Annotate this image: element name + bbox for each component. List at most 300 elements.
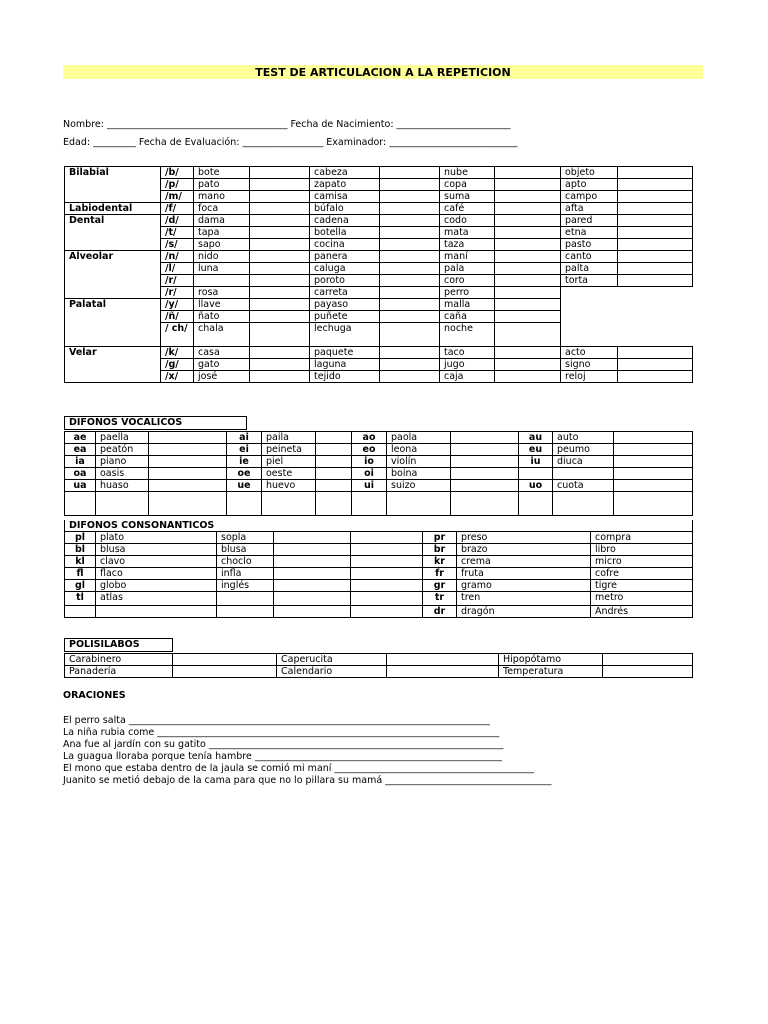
word-cell: cabeza — [310, 167, 380, 179]
response-cell[interactable] — [274, 580, 351, 592]
word-cell: blusa — [217, 544, 274, 556]
response-cell[interactable] — [250, 275, 310, 287]
diphthong-code: iu — [519, 456, 553, 468]
word-cell: suma — [440, 191, 495, 203]
response-cell[interactable] — [495, 359, 561, 371]
response-cell[interactable] — [495, 323, 561, 347]
cluster-code: br — [423, 544, 457, 556]
response-cell[interactable] — [618, 251, 693, 263]
table-row — [65, 167, 693, 179]
word-cell: plato — [96, 532, 217, 544]
word-cell: paella — [96, 432, 149, 444]
word-cell: clavo — [96, 556, 217, 568]
word-cell: carreta — [310, 287, 380, 299]
response-cell[interactable] — [618, 239, 693, 251]
word-cell: ñato — [194, 311, 250, 323]
empty-cell — [561, 287, 693, 299]
response-cell[interactable] — [495, 251, 561, 263]
word-cell: Temperatura — [499, 666, 603, 678]
word-cell: inglés — [217, 580, 274, 592]
response-cell[interactable] — [274, 544, 351, 556]
word-cell: caluga — [310, 263, 380, 275]
response-cell[interactable] — [618, 263, 693, 275]
word-cell: pared — [561, 215, 618, 227]
word-cell: peatón — [96, 444, 149, 456]
word-cell: palta — [561, 263, 618, 275]
response-cell[interactable] — [495, 191, 561, 203]
word-cell: gato — [194, 359, 250, 371]
word-cell: gramo — [457, 580, 591, 592]
response-cell[interactable] — [149, 480, 227, 492]
cluster-code: dr — [423, 606, 457, 618]
blank-cell[interactable] — [519, 492, 553, 516]
table-row — [65, 444, 693, 456]
word-cell: suizo — [387, 480, 451, 492]
response-cell[interactable] — [380, 371, 440, 383]
response-cell[interactable] — [351, 606, 423, 618]
word-cell: pala — [440, 263, 495, 275]
phoneme-symbol: /l/ — [161, 263, 194, 275]
blank-cell[interactable] — [614, 492, 693, 516]
phoneme-symbol: /k/ — [161, 347, 194, 359]
response-cell[interactable] — [274, 592, 351, 606]
response-cell[interactable] — [250, 359, 310, 371]
word-cell: piel — [262, 456, 316, 468]
response-cell[interactable] — [603, 666, 693, 678]
cluster-code — [65, 606, 96, 618]
word-cell: pato — [194, 179, 250, 191]
word-cell: crema — [457, 556, 591, 568]
cluster-code: kl — [65, 556, 96, 568]
response-cell[interactable] — [351, 544, 423, 556]
table-row — [65, 666, 693, 678]
response-cell[interactable] — [316, 480, 352, 492]
table-row — [65, 568, 693, 580]
cluster-code: fl — [65, 568, 96, 580]
word-cell: brazo — [457, 544, 591, 556]
response-cell[interactable] — [380, 275, 440, 287]
response-cell[interactable] — [250, 323, 310, 347]
response-cell[interactable] — [614, 444, 693, 456]
word-cell: tapa — [194, 227, 250, 239]
word-cell: josé — [194, 371, 250, 383]
diphthong-code: ao — [352, 432, 387, 444]
phoneme-symbol: /y/ — [161, 299, 194, 311]
word-cell: diuca — [553, 456, 614, 468]
table-row — [65, 592, 693, 606]
word-cell: preso — [457, 532, 591, 544]
response-cell[interactable] — [618, 191, 693, 203]
phoneme-symbol: /b/ — [161, 167, 194, 179]
word-cell: campo — [561, 191, 618, 203]
response-cell[interactable] — [451, 456, 519, 468]
response-cell[interactable] — [250, 239, 310, 251]
response-cell[interactable] — [451, 468, 519, 480]
response-cell[interactable] — [380, 347, 440, 359]
response-cell[interactable] — [250, 347, 310, 359]
response-cell[interactable] — [618, 371, 693, 383]
diphthong-code: eo — [352, 444, 387, 456]
diphthong-code: oa — [65, 468, 96, 480]
word-cell: auto — [553, 432, 614, 444]
blank-cell[interactable] — [352, 492, 387, 516]
word-cell: Calendario — [277, 666, 387, 678]
diphthong-code: ei — [227, 444, 262, 456]
blank-cell[interactable] — [553, 492, 614, 516]
word-cell: perro — [440, 287, 495, 299]
response-cell[interactable] — [149, 444, 227, 456]
word-cell: paila — [262, 432, 316, 444]
cluster-code: bl — [65, 544, 96, 556]
empty-cell — [561, 323, 693, 347]
consonanticos-header: DIFONOS CONSONANTICOS — [65, 520, 693, 532]
blank-cell[interactable] — [227, 492, 262, 516]
cluster-code: gr — [423, 580, 457, 592]
response-cell[interactable] — [451, 432, 519, 444]
word-cell: Panadería — [65, 666, 173, 678]
blank-cell[interactable] — [149, 492, 227, 516]
response-cell[interactable] — [380, 191, 440, 203]
word-cell: caja — [440, 371, 495, 383]
response-cell[interactable] — [495, 215, 561, 227]
word-cell: canto — [561, 251, 618, 263]
word-cell: dragón — [457, 606, 591, 618]
response-cell[interactable] — [618, 179, 693, 191]
polisilabos-header: POLISILABOS — [64, 638, 173, 652]
response-cell[interactable] — [618, 347, 693, 359]
word-cell: globo — [96, 580, 217, 592]
oraciones-title: ORACIONES — [63, 690, 126, 701]
response-cell[interactable] — [495, 203, 561, 215]
cluster-code: pl — [65, 532, 96, 544]
response-cell[interactable] — [618, 359, 693, 371]
response-cell[interactable] — [387, 666, 499, 678]
diphthong-code: ue — [227, 480, 262, 492]
response-cell[interactable] — [250, 167, 310, 179]
word-cell: Hipopótamo — [499, 654, 603, 666]
diphthong-code — [519, 468, 553, 480]
word-cell: violín — [387, 456, 451, 468]
response-cell[interactable] — [380, 203, 440, 215]
response-cell[interactable] — [495, 275, 561, 287]
response-cell[interactable] — [149, 468, 227, 480]
table-row — [65, 480, 693, 492]
response-cell[interactable] — [380, 311, 440, 323]
page-title: TEST DE ARTICULACION A LA REPETICION — [63, 65, 703, 79]
word-cell: llave — [194, 299, 250, 311]
word-cell: huaso — [96, 480, 149, 492]
blank-cell[interactable] — [262, 492, 316, 516]
blank-cell[interactable] — [316, 492, 352, 516]
phoneme-group-label: Alveolar — [65, 251, 161, 299]
phoneme-group-label: Velar — [65, 347, 161, 383]
response-cell[interactable] — [451, 480, 519, 492]
response-cell[interactable] — [351, 556, 423, 568]
response-cell[interactable] — [618, 215, 693, 227]
word-cell: café — [440, 203, 495, 215]
response-cell[interactable] — [250, 299, 310, 311]
word-cell: taza — [440, 239, 495, 251]
word-cell: dama — [194, 215, 250, 227]
diphthong-code: uo — [519, 480, 553, 492]
response-cell[interactable] — [316, 456, 352, 468]
response-cell[interactable] — [495, 347, 561, 359]
table-row — [65, 456, 693, 468]
table-row — [65, 251, 693, 263]
response-cell[interactable] — [380, 299, 440, 311]
word-cell: tren — [457, 592, 591, 606]
word-cell: paola — [387, 432, 451, 444]
table-row — [65, 432, 693, 444]
word-cell: foca — [194, 203, 250, 215]
response-cell[interactable] — [316, 468, 352, 480]
table-row — [65, 299, 693, 311]
phoneme-symbol: /d/ — [161, 215, 194, 227]
word-cell: botella — [310, 227, 380, 239]
table-row — [65, 606, 693, 618]
word-cell: cocina — [310, 239, 380, 251]
word-cell: metro — [591, 592, 693, 606]
word-cell: acto — [561, 347, 618, 359]
word-cell: puñete — [310, 311, 380, 323]
response-cell[interactable] — [380, 227, 440, 239]
response-cell[interactable] — [351, 592, 423, 606]
word-cell: libro — [591, 544, 693, 556]
word-cell: oasis — [96, 468, 149, 480]
word-cell: cadena — [310, 215, 380, 227]
response-cell[interactable] — [380, 167, 440, 179]
phoneme-symbol: /f/ — [161, 203, 194, 215]
word-cell: zapato — [310, 179, 380, 191]
word-cell: boina — [387, 468, 451, 480]
word-cell: pasto — [561, 239, 618, 251]
phoneme-group-label: Bilabial — [65, 167, 161, 203]
cluster-code: tr — [423, 592, 457, 606]
phoneme-group-label: Palatal — [65, 299, 161, 347]
response-cell[interactable] — [173, 654, 277, 666]
diphthong-code: ea — [65, 444, 96, 456]
vocalicos-table — [64, 431, 693, 516]
table-row — [65, 492, 693, 516]
response-cell[interactable] — [618, 227, 693, 239]
response-cell[interactable] — [250, 227, 310, 239]
response-cell[interactable] — [618, 167, 693, 179]
cluster-code: pr — [423, 532, 457, 544]
word-cell: taco — [440, 347, 495, 359]
word-cell: torta — [561, 275, 618, 287]
word-cell: compra — [591, 532, 693, 544]
blank-cell[interactable] — [387, 492, 451, 516]
table-row — [65, 215, 693, 227]
word-cell: codo — [440, 215, 495, 227]
phoneme-group-label: Dental — [65, 215, 161, 251]
response-cell[interactable] — [250, 191, 310, 203]
response-cell[interactable] — [603, 654, 693, 666]
sentence-line[interactable]: La niña rubia come ________________________________________________________________________ — [63, 727, 500, 738]
response-cell[interactable] — [351, 568, 423, 580]
response-cell[interactable] — [495, 179, 561, 191]
response-cell[interactable] — [614, 432, 693, 444]
diphthong-code: ai — [227, 432, 262, 444]
word-cell: etna — [561, 227, 618, 239]
response-cell[interactable] — [274, 532, 351, 544]
sentence-line[interactable]: Ana fue al jardín con su gatito ______________________________________________________________ — [63, 739, 504, 750]
word-cell: laguna — [310, 359, 380, 371]
empty-cell — [561, 311, 693, 323]
word-cell: leona — [387, 444, 451, 456]
response-cell[interactable] — [250, 251, 310, 263]
word-cell: maní — [440, 251, 495, 263]
response-cell[interactable] — [618, 203, 693, 215]
response-cell[interactable] — [380, 251, 440, 263]
phoneme-symbol: /n/ — [161, 251, 194, 263]
phoneme-symbol: /r/ — [161, 275, 194, 287]
form-line-edad[interactable]: Edad: _________ Fecha de Evaluación: _________________ Examinador: ___________________________ — [63, 137, 518, 148]
word-cell: afta — [561, 203, 618, 215]
response-cell[interactable] — [250, 371, 310, 383]
response-cell[interactable] — [250, 287, 310, 299]
response-cell[interactable] — [274, 606, 351, 618]
word-cell: búfalo — [310, 203, 380, 215]
sentence-line[interactable]: La guagua lloraba porque tenía hambre ____________________________________________________ — [63, 751, 502, 762]
response-cell[interactable] — [380, 263, 440, 275]
phoneme-symbol: /x/ — [161, 371, 194, 383]
phoneme-group-label: Labiodental — [65, 203, 161, 215]
cluster-code: fr — [423, 568, 457, 580]
response-cell[interactable] — [451, 444, 519, 456]
word-cell: chala — [194, 323, 250, 347]
phoneme-symbol: /g/ — [161, 359, 194, 371]
diphthong-code: oi — [352, 468, 387, 480]
word-cell: reloj — [561, 371, 618, 383]
form-line-nombre[interactable]: Nombre: ______________________________________ Fecha de Nacimiento: ________________________ — [63, 119, 511, 130]
sentence-line[interactable]: El mono que estaba dentro de la jaula se comió mi maní __________________________________________ — [63, 763, 534, 774]
response-cell[interactable] — [149, 432, 227, 444]
response-cell[interactable] — [495, 299, 561, 311]
response-cell[interactable] — [495, 287, 561, 299]
response-cell[interactable] — [316, 432, 352, 444]
response-cell[interactable] — [380, 287, 440, 299]
response-cell[interactable] — [495, 371, 561, 383]
word-cell: micro — [591, 556, 693, 568]
consonanticos-table — [64, 520, 693, 618]
word-cell: signo — [561, 359, 618, 371]
word-cell: lechuga — [310, 323, 380, 347]
word-cell: tejido — [310, 371, 380, 383]
word-cell: payaso — [310, 299, 380, 311]
response-cell[interactable] — [614, 468, 693, 480]
word-cell: nido — [194, 251, 250, 263]
table-row — [65, 468, 693, 480]
table-row — [65, 203, 693, 215]
response-cell[interactable] — [250, 203, 310, 215]
blank-cell[interactable] — [451, 492, 519, 516]
table-row — [65, 580, 693, 592]
response-cell[interactable] — [618, 275, 693, 287]
response-cell[interactable] — [173, 666, 277, 678]
word-cell: caña — [440, 311, 495, 323]
diphthong-code: oe — [227, 468, 262, 480]
word-cell — [217, 592, 274, 606]
table-row — [65, 654, 693, 666]
cluster-code: tl — [65, 592, 96, 606]
response-cell[interactable] — [495, 227, 561, 239]
word-cell — [217, 606, 274, 618]
response-cell[interactable] — [274, 556, 351, 568]
response-cell[interactable] — [351, 580, 423, 592]
phoneme-symbol: /s/ — [161, 239, 194, 251]
word-cell: oeste — [262, 468, 316, 480]
word-cell: Andrés — [591, 606, 693, 618]
word-cell: panera — [310, 251, 380, 263]
word-cell: piano — [96, 456, 149, 468]
cluster-code: gl — [65, 580, 96, 592]
response-cell[interactable] — [495, 167, 561, 179]
response-cell[interactable] — [614, 480, 693, 492]
word-cell: choclo — [217, 556, 274, 568]
word-cell: mano — [194, 191, 250, 203]
response-cell[interactable] — [380, 215, 440, 227]
diphthong-code: ua — [65, 480, 96, 492]
response-cell[interactable] — [351, 532, 423, 544]
table-row — [65, 556, 693, 568]
response-cell[interactable] — [495, 263, 561, 275]
vocalicos-header: DIFONOS VOCALICOS — [64, 416, 247, 430]
table-row — [65, 544, 693, 556]
sentence-line[interactable]: El perro salta ____________________________________________________________________________ — [63, 715, 490, 726]
word-cell: infla — [217, 568, 274, 580]
response-cell[interactable] — [250, 263, 310, 275]
response-cell[interactable] — [380, 179, 440, 191]
response-cell[interactable] — [316, 444, 352, 456]
word-cell: flaco — [96, 568, 217, 580]
response-cell[interactable] — [380, 359, 440, 371]
response-cell[interactable] — [274, 568, 351, 580]
response-cell[interactable] — [250, 311, 310, 323]
word-cell: camisa — [310, 191, 380, 203]
word-cell: objeto — [561, 167, 618, 179]
blank-cell[interactable] — [96, 492, 149, 516]
phoneme-symbol: /ñ/ — [161, 311, 194, 323]
word-cell: malla — [440, 299, 495, 311]
word-cell: apto — [561, 179, 618, 191]
sentence-line[interactable]: Juanito se metió debajo de la cama para que no lo pillara su mamá ___________________________________ — [63, 775, 552, 786]
blank-cell[interactable] — [65, 492, 96, 516]
response-cell[interactable] — [380, 323, 440, 347]
word-cell: atlas — [96, 592, 217, 606]
response-cell[interactable] — [250, 215, 310, 227]
response-cell[interactable] — [495, 239, 561, 251]
phoneme-table — [64, 166, 693, 383]
word-cell: luna — [194, 263, 250, 275]
word-cell: poroto — [310, 275, 380, 287]
response-cell[interactable] — [387, 654, 499, 666]
phoneme-symbol: /m/ — [161, 191, 194, 203]
response-cell[interactable] — [250, 179, 310, 191]
diphthong-code: eu — [519, 444, 553, 456]
word-cell — [194, 275, 250, 287]
response-cell[interactable] — [149, 456, 227, 468]
word-cell: Carabinero — [65, 654, 173, 666]
word-cell: tigre — [591, 580, 693, 592]
response-cell[interactable] — [495, 311, 561, 323]
response-cell[interactable] — [380, 239, 440, 251]
diphthong-code: io — [352, 456, 387, 468]
diphthong-code: au — [519, 432, 553, 444]
word-cell: noche — [440, 323, 495, 347]
response-cell[interactable] — [614, 456, 693, 468]
phoneme-symbol: /t/ — [161, 227, 194, 239]
